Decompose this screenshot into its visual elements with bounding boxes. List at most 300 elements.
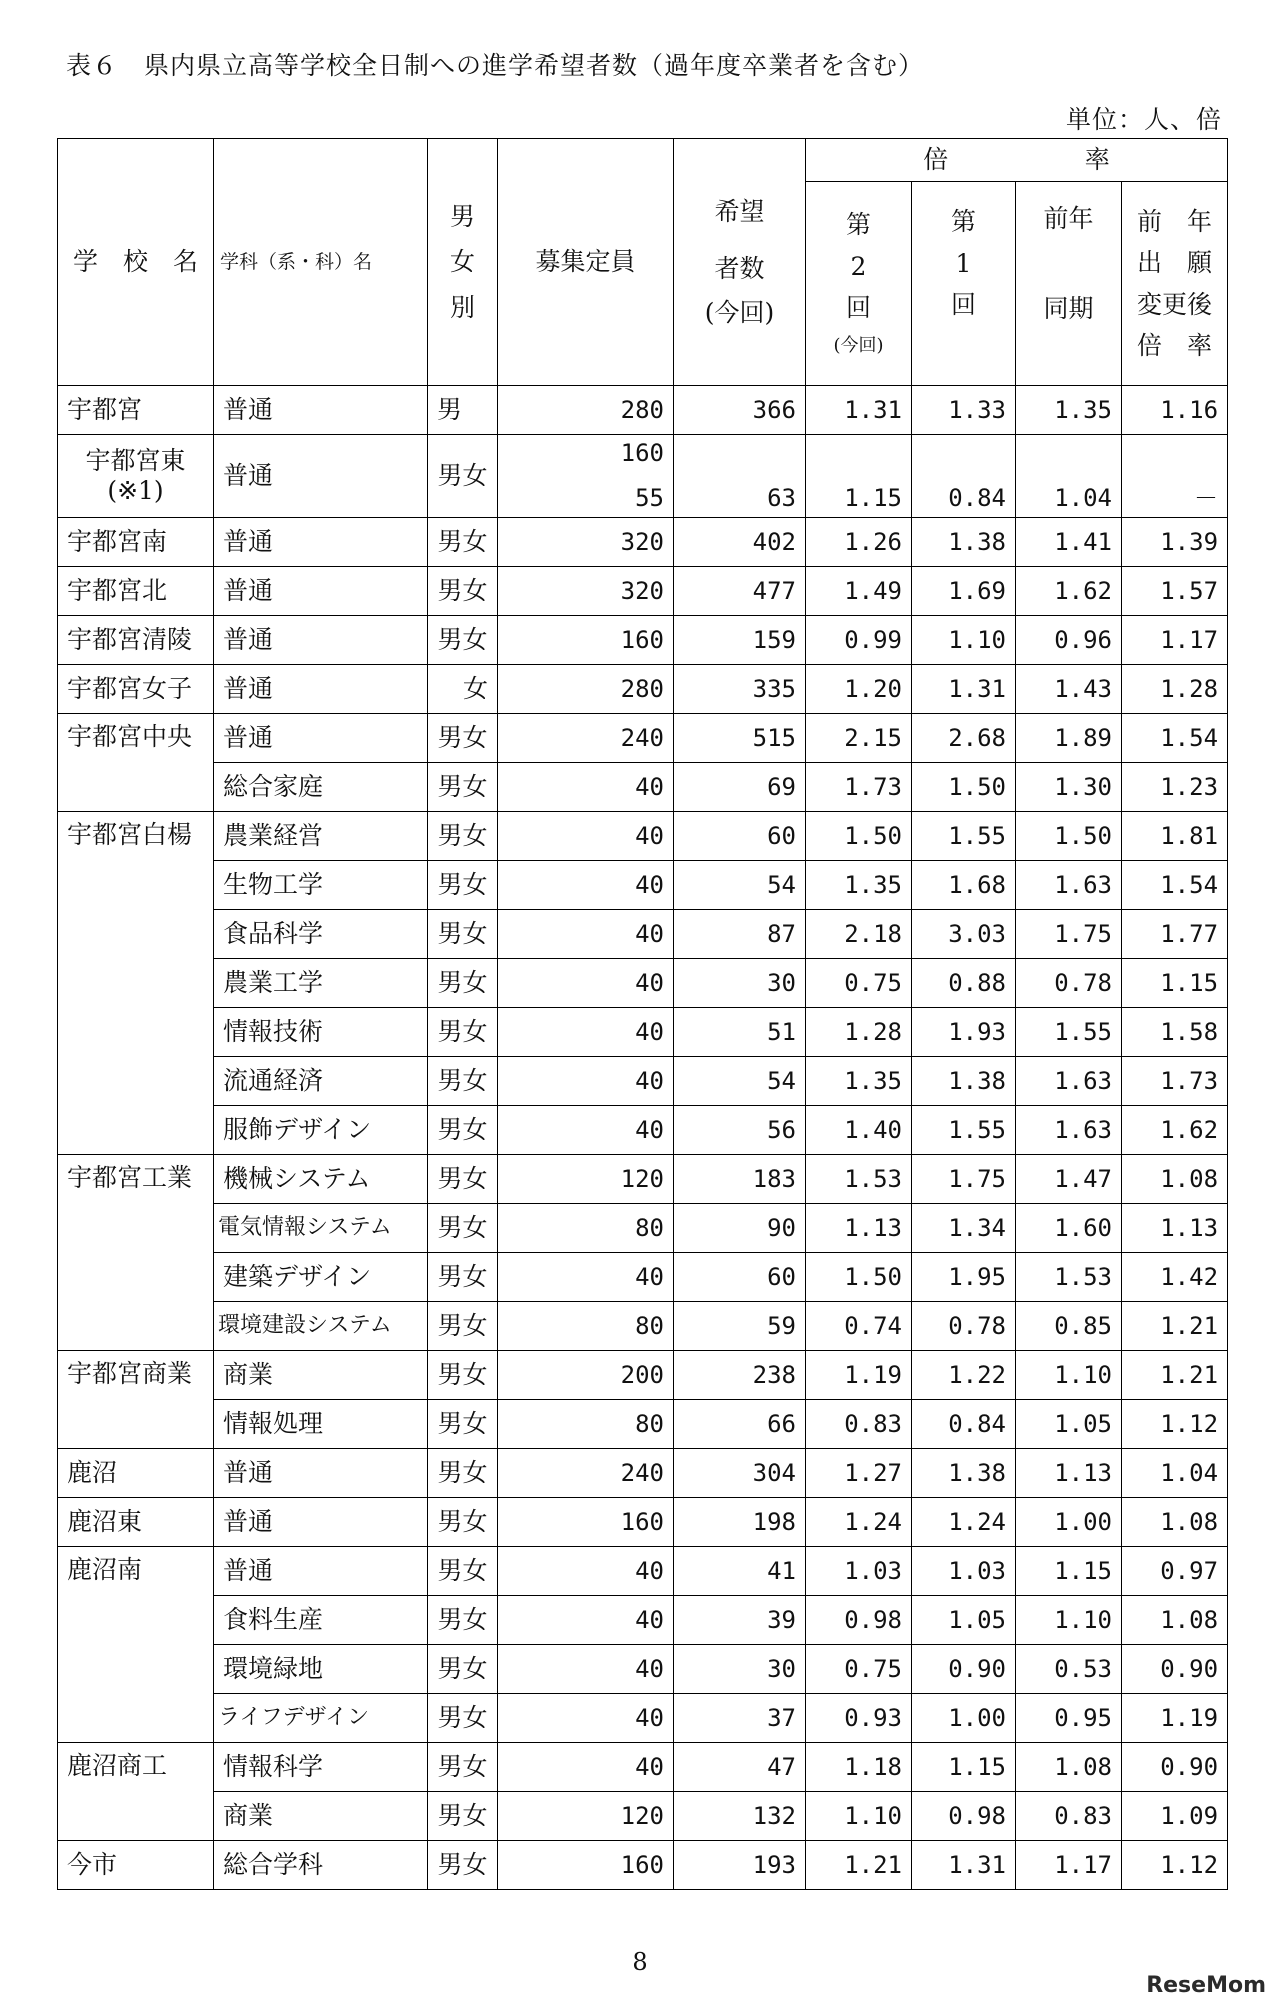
rate-2nd-cell: 1.28 — [806, 1008, 912, 1057]
applicants-cell: 30 — [674, 1645, 806, 1694]
rate-prev-cell: 1.89 — [1016, 714, 1122, 763]
course-name-cell: 普通 — [214, 1498, 428, 1547]
header-rate-group: 倍 率 — [806, 139, 1228, 182]
rate-changed-cell: 1.15 — [1122, 959, 1228, 1008]
sex-cell: 男女 — [428, 812, 498, 861]
table-row — [58, 959, 1228, 1008]
capacity-cell: 40 — [498, 1694, 674, 1743]
rate-changed-cell: 1.39 — [1122, 518, 1228, 567]
course-name-cell: 建築デザイン — [214, 1253, 428, 1302]
course-name-cell: 普通 — [214, 518, 428, 567]
capacity-cell: 40 — [498, 763, 674, 812]
applicants-cell: 51 — [674, 1008, 806, 1057]
rate-changed-cell: 0.90 — [1122, 1645, 1228, 1694]
capacity-cell: 240 — [498, 1449, 674, 1498]
table-row — [58, 1645, 1228, 1694]
rate-1st-cell: 1.10 — [912, 616, 1016, 665]
rate-1st-cell: 1.00 — [912, 1694, 1016, 1743]
table-row — [58, 1155, 1228, 1204]
table-row — [58, 1008, 1228, 1057]
rate-changed-cell: 1.58 — [1122, 1008, 1228, 1057]
rate-prev-cell: 0.85 — [1016, 1302, 1122, 1351]
table-row — [58, 763, 1228, 812]
rate-1st-cell: 1.38 — [912, 518, 1016, 567]
rate-changed-cell: 1.21 — [1122, 1351, 1228, 1400]
rate-1st-cell: 1.22 — [912, 1351, 1016, 1400]
course-name-cell: 普通 — [214, 616, 428, 665]
rate-2nd-cell: 1.26 — [806, 518, 912, 567]
capacity-cell: 160 — [498, 1498, 674, 1547]
sex-cell: 男 — [428, 386, 498, 435]
applicants-cell: 238 — [674, 1351, 806, 1400]
capacity-cell: 40 — [498, 910, 674, 959]
capacity-cell: 80 — [498, 1400, 674, 1449]
applicants-cell: 39 — [674, 1596, 806, 1645]
course-name-cell: 普通 — [214, 1449, 428, 1498]
unit-label: 単位：人、倍 — [1065, 105, 1222, 134]
rate-changed-cell: 1.23 — [1122, 763, 1228, 812]
rate-1st-cell: 1.05 — [912, 1596, 1016, 1645]
header-capacity: 募集定員 — [498, 139, 674, 386]
rate-changed-cell: 1.54 — [1122, 714, 1228, 763]
applicants-cell: 59 — [674, 1302, 806, 1351]
rate-2nd-cell: 0.99 — [806, 616, 912, 665]
table-row — [58, 1841, 1228, 1890]
course-name-cell: 普通 — [214, 567, 428, 616]
rate-2nd-cell: 0.98 — [806, 1596, 912, 1645]
rate-prev-cell: 1.00 — [1016, 1498, 1122, 1547]
table-body — [58, 386, 1228, 1890]
applicants-cell: 37 — [674, 1694, 806, 1743]
sex-cell: 男女 — [428, 1204, 498, 1253]
applicants-cell: 41 — [674, 1547, 806, 1596]
capacity-cell: 80 — [498, 1204, 674, 1253]
course-name-cell: 総合学科 — [214, 1841, 428, 1890]
school-name-cell: 宇都宮東 (※1) — [58, 435, 214, 518]
rate-prev-cell: 1.62 — [1016, 567, 1122, 616]
course-name-cell: 普通 — [214, 386, 428, 435]
table-row — [58, 714, 1228, 763]
applicants-cell: 60 — [674, 812, 806, 861]
header-applicants: 希望 者数 (今回) — [674, 139, 806, 386]
rate-prev-cell: 1.04 — [1016, 435, 1122, 518]
rate-2nd-cell: 1.49 — [806, 567, 912, 616]
applicants-cell: 402 — [674, 518, 806, 567]
rate-prev-cell: 0.95 — [1016, 1694, 1122, 1743]
capacity-cell: 120 — [498, 1155, 674, 1204]
applicants-cell: 90 — [674, 1204, 806, 1253]
rate-1st-cell: 1.24 — [912, 1498, 1016, 1547]
course-name-cell: ライフデザイン — [214, 1694, 428, 1743]
rate-changed-cell: － — [1122, 435, 1228, 518]
rate-1st-cell: 0.84 — [912, 435, 1016, 518]
rate-prev-cell: 1.13 — [1016, 1449, 1122, 1498]
rate-2nd-cell: 2.15 — [806, 714, 912, 763]
course-name-cell: 農業経営 — [214, 812, 428, 861]
rate-prev-cell: 1.08 — [1016, 1743, 1122, 1792]
rate-prev-cell: 1.63 — [1016, 1057, 1122, 1106]
rate-changed-cell: 1.62 — [1122, 1106, 1228, 1155]
sex-cell: 男女 — [428, 616, 498, 665]
applicants-cell: 30 — [674, 959, 806, 1008]
applicants-cell: 132 — [674, 1792, 806, 1841]
applicants-cell: 335 — [674, 665, 806, 714]
rate-changed-cell: 1.08 — [1122, 1596, 1228, 1645]
sex-cell: 男女 — [428, 959, 498, 1008]
rate-2nd-cell: 1.24 — [806, 1498, 912, 1547]
sex-cell: 男女 — [428, 1841, 498, 1890]
table-row — [58, 386, 1228, 435]
sex-cell: 男女 — [428, 763, 498, 812]
capacity-cell: 40 — [498, 861, 674, 910]
course-name-cell: 機械システム — [214, 1155, 428, 1204]
sex-cell: 男女 — [428, 567, 498, 616]
table-row — [58, 1596, 1228, 1645]
rate-1st-cell: 1.38 — [912, 1057, 1016, 1106]
rate-1st-cell: 1.75 — [912, 1155, 1016, 1204]
rate-changed-cell: 1.04 — [1122, 1449, 1228, 1498]
table-row — [58, 1743, 1228, 1792]
capacity-cell: 80 — [498, 1302, 674, 1351]
rate-1st-cell: 3.03 — [912, 910, 1016, 959]
document-title: 表６ 県内県立高等学校全日制への進学希望者数（過年度卒業者を含む） — [66, 51, 925, 80]
header-rate-1st: 第 1 回 — [912, 182, 1016, 386]
capacity-cell: 40 — [498, 812, 674, 861]
applicants-cell: 47 — [674, 1743, 806, 1792]
rate-prev-cell: 1.60 — [1016, 1204, 1122, 1253]
rate-1st-cell: 1.95 — [912, 1253, 1016, 1302]
course-name-cell: 電気情報システム — [214, 1204, 428, 1253]
table-row — [58, 567, 1228, 616]
rate-2nd-cell: 0.83 — [806, 1400, 912, 1449]
course-name-cell: 食品科学 — [214, 910, 428, 959]
table-row — [58, 1302, 1228, 1351]
table-row — [58, 812, 1228, 861]
rate-2nd-cell: 1.50 — [806, 812, 912, 861]
rate-changed-cell: 1.77 — [1122, 910, 1228, 959]
table-row — [58, 1057, 1228, 1106]
rate-2nd-cell: 1.73 — [806, 763, 912, 812]
course-name-cell: 環境緑地 — [214, 1645, 428, 1694]
capacity-cell: 40 — [498, 959, 674, 1008]
rate-2nd-cell: 1.31 — [806, 386, 912, 435]
applicants-cell: 56 — [674, 1106, 806, 1155]
school-name-cell: 鹿沼商工 — [58, 1743, 214, 1841]
capacity-cell: 280 — [498, 665, 674, 714]
rate-changed-cell: 1.19 — [1122, 1694, 1228, 1743]
applicants-cell: 69 — [674, 763, 806, 812]
applicants-cell: 159 — [674, 616, 806, 665]
sex-cell: 男女 — [428, 1351, 498, 1400]
sex-cell: 男女 — [428, 1008, 498, 1057]
rate-changed-cell: 1.73 — [1122, 1057, 1228, 1106]
capacity-cell: 320 — [498, 518, 674, 567]
table-row — [58, 1547, 1228, 1596]
applicants-cell: 60 — [674, 1253, 806, 1302]
rate-2nd-cell: 1.40 — [806, 1106, 912, 1155]
capacity-cell: 200 — [498, 1351, 674, 1400]
sex-cell: 男女 — [428, 714, 498, 763]
school-name-cell: 鹿沼東 — [58, 1498, 214, 1547]
watermark-logo: ReseMom — [1146, 1973, 1266, 1998]
capacity-cell: 240 — [498, 714, 674, 763]
rate-changed-cell: 1.81 — [1122, 812, 1228, 861]
course-name-cell: 生物工学 — [214, 861, 428, 910]
sex-cell: 男女 — [428, 861, 498, 910]
table-row — [58, 910, 1228, 959]
sex-cell: 男女 — [428, 1547, 498, 1596]
school-name-cell: 宇都宮清陵 — [58, 616, 214, 665]
applicants-cell: 54 — [674, 861, 806, 910]
header-rate-prev: 前年 同期 — [1016, 182, 1122, 386]
rate-changed-cell: 1.28 — [1122, 665, 1228, 714]
sex-cell: 男女 — [428, 1498, 498, 1547]
rate-changed-cell: 0.90 — [1122, 1743, 1228, 1792]
school-name-cell: 宇都宮中央 — [58, 714, 214, 812]
rate-2nd-cell: 1.03 — [806, 1547, 912, 1596]
capacity-cell: 40 — [498, 1645, 674, 1694]
rate-2nd-cell: 2.18 — [806, 910, 912, 959]
table-row — [58, 1400, 1228, 1449]
course-name-cell: 普通 — [214, 665, 428, 714]
rate-2nd-cell: 1.27 — [806, 1449, 912, 1498]
rate-changed-cell: 1.13 — [1122, 1204, 1228, 1253]
rate-prev-cell: 1.15 — [1016, 1547, 1122, 1596]
rate-2nd-cell: 1.15 — [806, 435, 912, 518]
table-row — [58, 1253, 1228, 1302]
rate-2nd-cell: 0.75 — [806, 1645, 912, 1694]
capacity-cell: 120 — [498, 1792, 674, 1841]
rate-prev-cell: 1.41 — [1016, 518, 1122, 567]
rate-1st-cell: 1.68 — [912, 861, 1016, 910]
rate-prev-cell: 1.53 — [1016, 1253, 1122, 1302]
course-name-cell: 商業 — [214, 1351, 428, 1400]
rate-1st-cell: 0.90 — [912, 1645, 1016, 1694]
school-name-cell: 宇都宮女子 — [58, 665, 214, 714]
sex-cell: 男女 — [428, 1400, 498, 1449]
capacity-cell: 40 — [498, 1008, 674, 1057]
course-name-cell: 情報科学 — [214, 1743, 428, 1792]
page-number: 8 — [632, 1948, 648, 1976]
rate-1st-cell: 1.31 — [912, 1841, 1016, 1890]
table-row — [58, 665, 1228, 714]
applicants-cell: 54 — [674, 1057, 806, 1106]
school-name-cell: 鹿沼 — [58, 1449, 214, 1498]
capacity-cell: 160 — [498, 1841, 674, 1890]
rate-changed-cell: 1.08 — [1122, 1498, 1228, 1547]
rate-prev-cell: 0.78 — [1016, 959, 1122, 1008]
header-course: 学科（系・科）名 — [214, 139, 428, 386]
course-name-cell: 総合家庭 — [214, 763, 428, 812]
sex-cell: 男女 — [428, 1057, 498, 1106]
sex-cell: 男女 — [428, 1302, 498, 1351]
sex-cell: 男女 — [428, 1792, 498, 1841]
rate-prev-cell: 1.05 — [1016, 1400, 1122, 1449]
course-name-cell: 服飾デザイン — [214, 1106, 428, 1155]
sex-cell: 男女 — [428, 1106, 498, 1155]
rate-1st-cell: 0.98 — [912, 1792, 1016, 1841]
rate-2nd-cell: 1.50 — [806, 1253, 912, 1302]
rate-2nd-cell: 1.10 — [806, 1792, 912, 1841]
sex-cell: 男女 — [428, 1596, 498, 1645]
table-row — [58, 1498, 1228, 1547]
capacity-cell: 40 — [498, 1547, 674, 1596]
course-name-cell: 流通経済 — [214, 1057, 428, 1106]
sex-cell: 男女 — [428, 910, 498, 959]
course-name-cell: 環境建設システム — [214, 1302, 428, 1351]
rate-changed-cell: 1.17 — [1122, 616, 1228, 665]
table-row — [58, 1106, 1228, 1155]
table-row — [58, 616, 1228, 665]
course-name-cell: 普通 — [214, 714, 428, 763]
sex-cell: 男女 — [428, 518, 498, 567]
rate-1st-cell: 0.78 — [912, 1302, 1016, 1351]
rate-prev-cell: 1.10 — [1016, 1596, 1122, 1645]
rate-changed-cell: 1.09 — [1122, 1792, 1228, 1841]
school-name-cell: 宇都宮 — [58, 386, 214, 435]
table-row — [58, 518, 1228, 567]
rate-prev-cell: 1.55 — [1016, 1008, 1122, 1057]
rate-changed-cell: 0.97 — [1122, 1547, 1228, 1596]
rate-1st-cell: 2.68 — [912, 714, 1016, 763]
rate-changed-cell: 1.57 — [1122, 567, 1228, 616]
rate-1st-cell: 1.50 — [912, 763, 1016, 812]
capacity-cell: 40 — [498, 1253, 674, 1302]
rate-1st-cell: 1.55 — [912, 1106, 1016, 1155]
school-name-cell: 今市 — [58, 1841, 214, 1890]
capacity-cell: 40 — [498, 1106, 674, 1155]
rate-2nd-cell: 1.13 — [806, 1204, 912, 1253]
course-name-cell: 農業工学 — [214, 959, 428, 1008]
applicants-cell: 87 — [674, 910, 806, 959]
applicants-cell: 477 — [674, 567, 806, 616]
rate-1st-cell: 1.69 — [912, 567, 1016, 616]
header-school: 学 校 名 — [58, 139, 214, 386]
rate-2nd-cell: 1.21 — [806, 1841, 912, 1890]
rate-prev-cell: 0.83 — [1016, 1792, 1122, 1841]
table-row — [58, 435, 1228, 518]
rate-1st-cell: 0.84 — [912, 1400, 1016, 1449]
course-name-cell: 普通 — [214, 435, 428, 518]
rate-prev-cell: 1.17 — [1016, 1841, 1122, 1890]
sex-cell: 男女 — [428, 1645, 498, 1694]
rate-prev-cell: 0.53 — [1016, 1645, 1122, 1694]
sex-cell: 女 — [428, 665, 498, 714]
rate-prev-cell: 1.75 — [1016, 910, 1122, 959]
course-name-cell: 商業 — [214, 1792, 428, 1841]
applicants-cell: 66 — [674, 1400, 806, 1449]
rate-prev-cell: 1.43 — [1016, 665, 1122, 714]
capacity-cell: 160 55 — [498, 435, 674, 518]
rate-2nd-cell: 0.75 — [806, 959, 912, 1008]
rate-changed-cell: 1.12 — [1122, 1400, 1228, 1449]
rate-changed-cell: 1.21 — [1122, 1302, 1228, 1351]
rate-prev-cell: 1.63 — [1016, 1106, 1122, 1155]
rate-2nd-cell: 1.35 — [806, 861, 912, 910]
course-name-cell: 情報処理 — [214, 1400, 428, 1449]
capacity-cell: 40 — [498, 1057, 674, 1106]
table-row — [58, 1204, 1228, 1253]
rate-2nd-cell: 1.35 — [806, 1057, 912, 1106]
rate-1st-cell: 1.38 — [912, 1449, 1016, 1498]
rate-2nd-cell: 1.19 — [806, 1351, 912, 1400]
rate-2nd-cell: 1.20 — [806, 665, 912, 714]
header-sex: 男 女 別 — [428, 139, 498, 386]
rate-2nd-cell: 1.18 — [806, 1743, 912, 1792]
header-rate-changed: 前 年 出 願 変更後 倍 率 — [1122, 182, 1228, 386]
table-row — [58, 861, 1228, 910]
rate-1st-cell: 1.34 — [912, 1204, 1016, 1253]
rate-changed-cell: 1.08 — [1122, 1155, 1228, 1204]
sex-cell: 男女 — [428, 435, 498, 518]
rate-changed-cell: 1.42 — [1122, 1253, 1228, 1302]
rate-changed-cell: 1.12 — [1122, 1841, 1228, 1890]
rate-changed-cell: 1.54 — [1122, 861, 1228, 910]
rate-2nd-cell: 0.93 — [806, 1694, 912, 1743]
school-name-cell: 宇都宮南 — [58, 518, 214, 567]
rate-prev-cell: 1.50 — [1016, 812, 1122, 861]
course-name-cell: 情報技術 — [214, 1008, 428, 1057]
rate-prev-cell: 1.35 — [1016, 386, 1122, 435]
school-name-cell: 鹿沼南 — [58, 1547, 214, 1743]
rate-1st-cell: 1.15 — [912, 1743, 1016, 1792]
rate-1st-cell: 1.55 — [912, 812, 1016, 861]
applicants-cell: 193 — [674, 1841, 806, 1890]
table-row — [58, 1792, 1228, 1841]
sex-cell: 男女 — [428, 1253, 498, 1302]
school-name-cell: 宇都宮商業 — [58, 1351, 214, 1449]
header-rate-2nd: 第 2 回 (今回) — [806, 182, 912, 386]
rate-changed-cell: 1.16 — [1122, 386, 1228, 435]
applicants-cell: 515 — [674, 714, 806, 763]
capacity-cell: 160 — [498, 616, 674, 665]
applicants-cell: 63 — [674, 435, 806, 518]
school-name-cell: 宇都宮白楊 — [58, 812, 214, 1155]
course-name-cell: 食料生産 — [214, 1596, 428, 1645]
table-row — [58, 1351, 1228, 1400]
rate-prev-cell: 1.30 — [1016, 763, 1122, 812]
capacity-cell: 40 — [498, 1743, 674, 1792]
table-row — [58, 1694, 1228, 1743]
rate-prev-cell: 1.47 — [1016, 1155, 1122, 1204]
rate-2nd-cell: 1.53 — [806, 1155, 912, 1204]
capacity-cell: 320 — [498, 567, 674, 616]
rate-1st-cell: 0.88 — [912, 959, 1016, 1008]
rate-prev-cell: 1.10 — [1016, 1351, 1122, 1400]
rate-1st-cell: 1.93 — [912, 1008, 1016, 1057]
rate-1st-cell: 1.03 — [912, 1547, 1016, 1596]
sex-cell: 男女 — [428, 1155, 498, 1204]
rate-1st-cell: 1.31 — [912, 665, 1016, 714]
applicants-cell: 183 — [674, 1155, 806, 1204]
course-name-cell: 普通 — [214, 1547, 428, 1596]
applicants-cell: 198 — [674, 1498, 806, 1547]
applicants-cell: 366 — [674, 386, 806, 435]
rate-1st-cell: 1.33 — [912, 386, 1016, 435]
rate-2nd-cell: 0.74 — [806, 1302, 912, 1351]
table-header — [58, 139, 1228, 386]
school-name-cell: 宇都宮北 — [58, 567, 214, 616]
sex-cell: 男女 — [428, 1694, 498, 1743]
applicants-cell: 304 — [674, 1449, 806, 1498]
capacity-cell: 40 — [498, 1596, 674, 1645]
school-name-cell: 宇都宮工業 — [58, 1155, 214, 1351]
table-row — [58, 1449, 1228, 1498]
capacity-cell: 280 — [498, 386, 674, 435]
sex-cell: 男女 — [428, 1743, 498, 1792]
applicants-table — [57, 138, 1228, 1890]
sex-cell: 男女 — [428, 1449, 498, 1498]
